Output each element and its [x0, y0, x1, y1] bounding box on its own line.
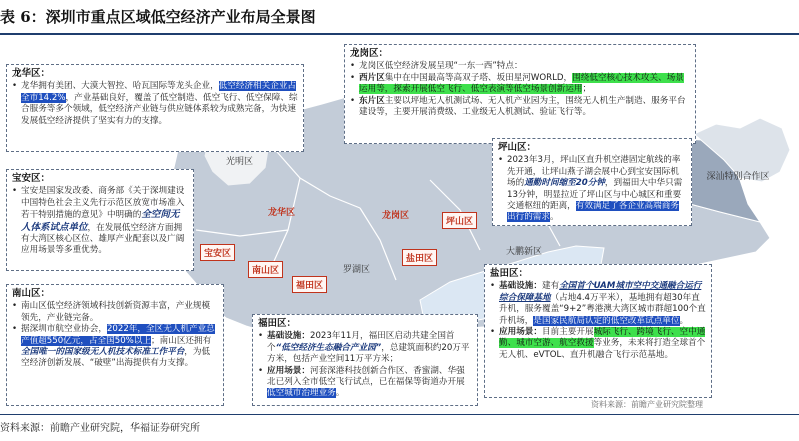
label-nanshan: 南山区 — [248, 261, 283, 278]
longhua-header: 龙华区： — [12, 68, 51, 79]
longgang-info-box — [344, 44, 696, 144]
label-dapeng: 大鹏新区 — [506, 247, 543, 257]
label-longhua: 龙华区 — [268, 208, 296, 218]
nanshan-info-box — [6, 284, 224, 406]
futian-highlight: 低空城市治理业务 — [267, 388, 336, 399]
longgang-header: 龙岗区： — [350, 48, 389, 59]
pingshan-info-box — [492, 138, 692, 226]
nanshan-bullet-2: • 据深圳市航空业协会，2022年，全区无人机产业总产值超550亿元，占全国50%以上；南山区还拥有全国唯一的国家级无人机技术标准工作平台，为低空经济创新发展、“破壁”出海提供有力支撑。 — [12, 324, 218, 370]
footer-source: 资料来源：前瞻产业研究院，华福证券研究所 — [0, 423, 200, 434]
yantian-highlight-1: 是国家民航局认定的低空改革试点单位 — [533, 315, 680, 326]
longgang-bullet-3: • 东片区主要以坪地无人机测试场、无人机产业园为主，围绕无人机生产制造、服务平台建设等，主要开展消费级、工业级无人机测试、验证飞行等。 — [350, 96, 690, 119]
pingshan-header: 坪山区： — [498, 142, 537, 153]
yantian-emphasis: 全国首个UAM城市空中交通融合运行综合保障基地 — [499, 281, 702, 303]
futian-emphasis: “低空经济生态融合产业园” — [275, 342, 382, 353]
futian-bullet-1: • 基础设施：2023年11月，福田区启动共建全国首个“低空经济生态融合产业园”，总建筑面积约20万平方米，包括产业空间11万平方米； — [258, 331, 472, 365]
futian-info-box — [252, 314, 478, 406]
futian-bullet-2: • 应用场景：河套深港科技创新合作区、香蜜湖、华强北已列入全市低空飞行试点，已在福保等街道办开展低空城市治理业务。 — [258, 366, 472, 400]
label-baoan: 宝安区 — [200, 244, 235, 261]
pingshan-highlight: 有效满足了各企业高端商务出行的需求 — [507, 201, 679, 223]
longgang-bullet-1: • 龙岗区低空经济发展呈现“一东一西”特点： — [350, 61, 690, 72]
label-yantian: 盐田区 — [402, 249, 437, 266]
longhua-info-box — [6, 64, 304, 152]
pingshan-bullet-1: • 2023年3月，坪山区直升机空港固定航线的率先开通，让坪山燕子湖会展中心到宝安国际机场的通勤时间缩至20分钟，到福田大中华只需13分钟，明显拉近了坪山区与中心城区和重要交通枢纽的距离，有效满足了各企业高端商务出行的需求。 — [498, 155, 686, 223]
label-longgang: 龙岗区 — [382, 211, 410, 221]
nanshan-highlight: 2022年，全区无人机产业总产值超550亿元，占全国50%以上 — [21, 324, 215, 346]
futian-header: 福田区： — [258, 318, 297, 329]
yantian-highlight-2: 城际飞行、跨境飞行、空中通勤、城市空游、航空救援 — [499, 327, 706, 349]
longgang-bullet-2: • 西片区集中在中国最高等高双子塔、坂田星河WORLD，围绕低空核心技术攻关、场景运用等，探索开展低空飞行、低空表演等低空场景创新运用； — [350, 73, 690, 96]
yantian-bullet-1: • 基础设施：建有全国首个UAM城市空中交通融合运行综合保障基地（占地4.4万平米），基地拥有超30年直升机，服务覆盖“9+2”粤港澳大湾区城市群超100个直升机场，是国家民航局认定的低空改革试点单位。 — [490, 281, 706, 327]
pingshan-emphasis: 通勤时间缩至20分钟 — [524, 178, 605, 189]
label-luohu: 罗湖区 — [343, 265, 371, 275]
nanshan-bullet-1: • 南山区低空经济领域科技创新资源丰富，产业规模领先，产业链完备。 — [12, 301, 218, 324]
label-pingshan: 坪山区 — [442, 212, 477, 229]
baoan-info-box — [6, 169, 194, 271]
map-source-note: 资料来源：前瞻产业研究院整理 — [591, 400, 703, 409]
yantian-bullet-2: • 应用场景：目前主要开展城际飞行、跨境飞行、空中通勤、城市空游、航空救援等业务，未来将打造全球首个无人机、eVTOL、直升机融合飞行示范基地。 — [490, 327, 706, 361]
nanshan-emphasis: 全国唯一的国家级无人机技术标准工作平台 — [21, 347, 185, 358]
longhua-bullet-1: • 龙华拥有美团、大漠大智控、哈瓦国际等龙头企业，低空经济相关企业占全市14.2%，产业基础良好，覆盖了低空制造、低空飞行、低空保障、综合服务等多个领域，低空经济产业链与供应链体系较为成熟完备，为快速发展低空经济提供了坚实有力的支撑。 — [12, 81, 298, 127]
bottom-rule — [0, 414, 799, 415]
longhua-highlight: 低空经济相关企业占全市14.2% — [21, 81, 297, 103]
yantian-info-box — [484, 264, 712, 398]
baoan-header: 宝安区： — [12, 173, 51, 184]
longgang-highlight: 围绕低空核心技术攻关、场景运用等，探索开展低空飞行、低空表演等低空场景创新运用 — [359, 72, 684, 95]
yantian-header: 盐田区： — [490, 268, 529, 279]
title-rule — [0, 33, 799, 35]
label-futian: 福田区 — [292, 276, 327, 293]
nanshan-header: 南山区： — [12, 288, 51, 299]
label-shenshan: 深汕特别合作区 — [706, 172, 770, 182]
page-title: 表 6：深圳市重点区域低空经济产业布局全景图 — [0, 8, 316, 26]
baoan-bullet-1: • 宝安是国家发改委、商务部《关于深圳建设中国特色社会主义先行示范区放宽市场准入若干特别措施的意见》中明确的全空间无人体系试点单位，在发展低空经济方面拥有大湾区核心区位、雄厚产业配套以及广阔应用场景等多重优势。 — [12, 186, 188, 256]
baoan-emphasis: 全空间无人体系试点单位 — [21, 209, 180, 233]
label-guangming: 光明区 — [226, 157, 254, 167]
